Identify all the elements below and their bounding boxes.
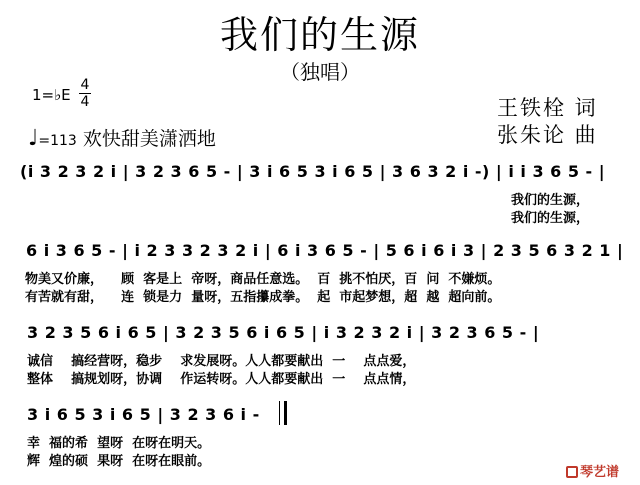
staff-notation: 3 2 3 5 6 i 6 5 | 3 2 3 5 6 i 6 5 | i 3 2 3 2 i | 3 2 3 6 5 - | bbox=[27, 323, 540, 342]
key-signature: 1=♭E bbox=[32, 86, 71, 104]
time-signature-top: 4 bbox=[80, 77, 90, 93]
lyric-line: 我们的生源， bbox=[511, 193, 590, 208]
time-signature-bottom: 4 bbox=[80, 94, 90, 110]
staff-notation: 3 i 6 5 3 i 6 5 | 3 2 3 6 i - bbox=[27, 405, 260, 424]
tempo-marking bbox=[28, 124, 216, 151]
watermark-logo-icon bbox=[566, 466, 578, 478]
lyric-line: 我们的生源， bbox=[511, 211, 590, 226]
quarter-note-icon: ♩ bbox=[28, 126, 39, 151]
lyric-line: 物美又价廉， 顾 客是上 帝呀，商品任意选。 百 挑不怕厌，百 问 不嫌烦。 bbox=[25, 272, 501, 287]
lyric-line: 辉 煌的硕 果呀 在呀在眼前。 bbox=[27, 454, 211, 469]
page-title: 我们的生源 bbox=[219, 13, 420, 57]
lyricist-credit: 王铁栓 词 bbox=[497, 96, 598, 120]
final-barline-thin bbox=[279, 401, 280, 425]
lyric-line: 整体 搞规划呀，协调 作运转呀。人人都要献出 一 点点情， bbox=[27, 372, 416, 387]
page-subtitle: （独唱） bbox=[280, 60, 360, 84]
time-signature bbox=[79, 78, 91, 109]
final-barline-thick bbox=[284, 401, 287, 425]
staff-notation: (i 3 2 3 2 i | 3 2 3 6 5 - | 3 i 6 5 3 i 6 5 | 3 6 3 2 i -) | i i 3 6 5 - | bbox=[20, 162, 606, 181]
watermark-text: 琴艺谱 bbox=[580, 465, 620, 480]
tempo-value: =113 bbox=[38, 133, 77, 149]
lyric-line: 诚信 搞经营呀，稳步 求发展呀。人人都要献出 一 点点爱， bbox=[27, 354, 416, 369]
watermark bbox=[566, 461, 619, 480]
staff-notation: 6 i 3 6 5 - | i 2 3 3 2 3 2 i | 6 i 3 6 5 - | 5 6 i 6 i 3 | 2 3 5 6 3 2 1 | bbox=[26, 241, 624, 260]
lyric-line: 有苦就有甜， 连 锁是力 量呀，五指攥成拳。 起 市起梦想，超 越 超向前。 bbox=[25, 290, 501, 305]
composer-credit: 张朱论 曲 bbox=[497, 123, 598, 147]
lyric-line: 幸 福的希 望呀 在呀在明天。 bbox=[27, 436, 211, 451]
tempo-expression: 欢快甜美潇洒地 bbox=[82, 128, 216, 150]
